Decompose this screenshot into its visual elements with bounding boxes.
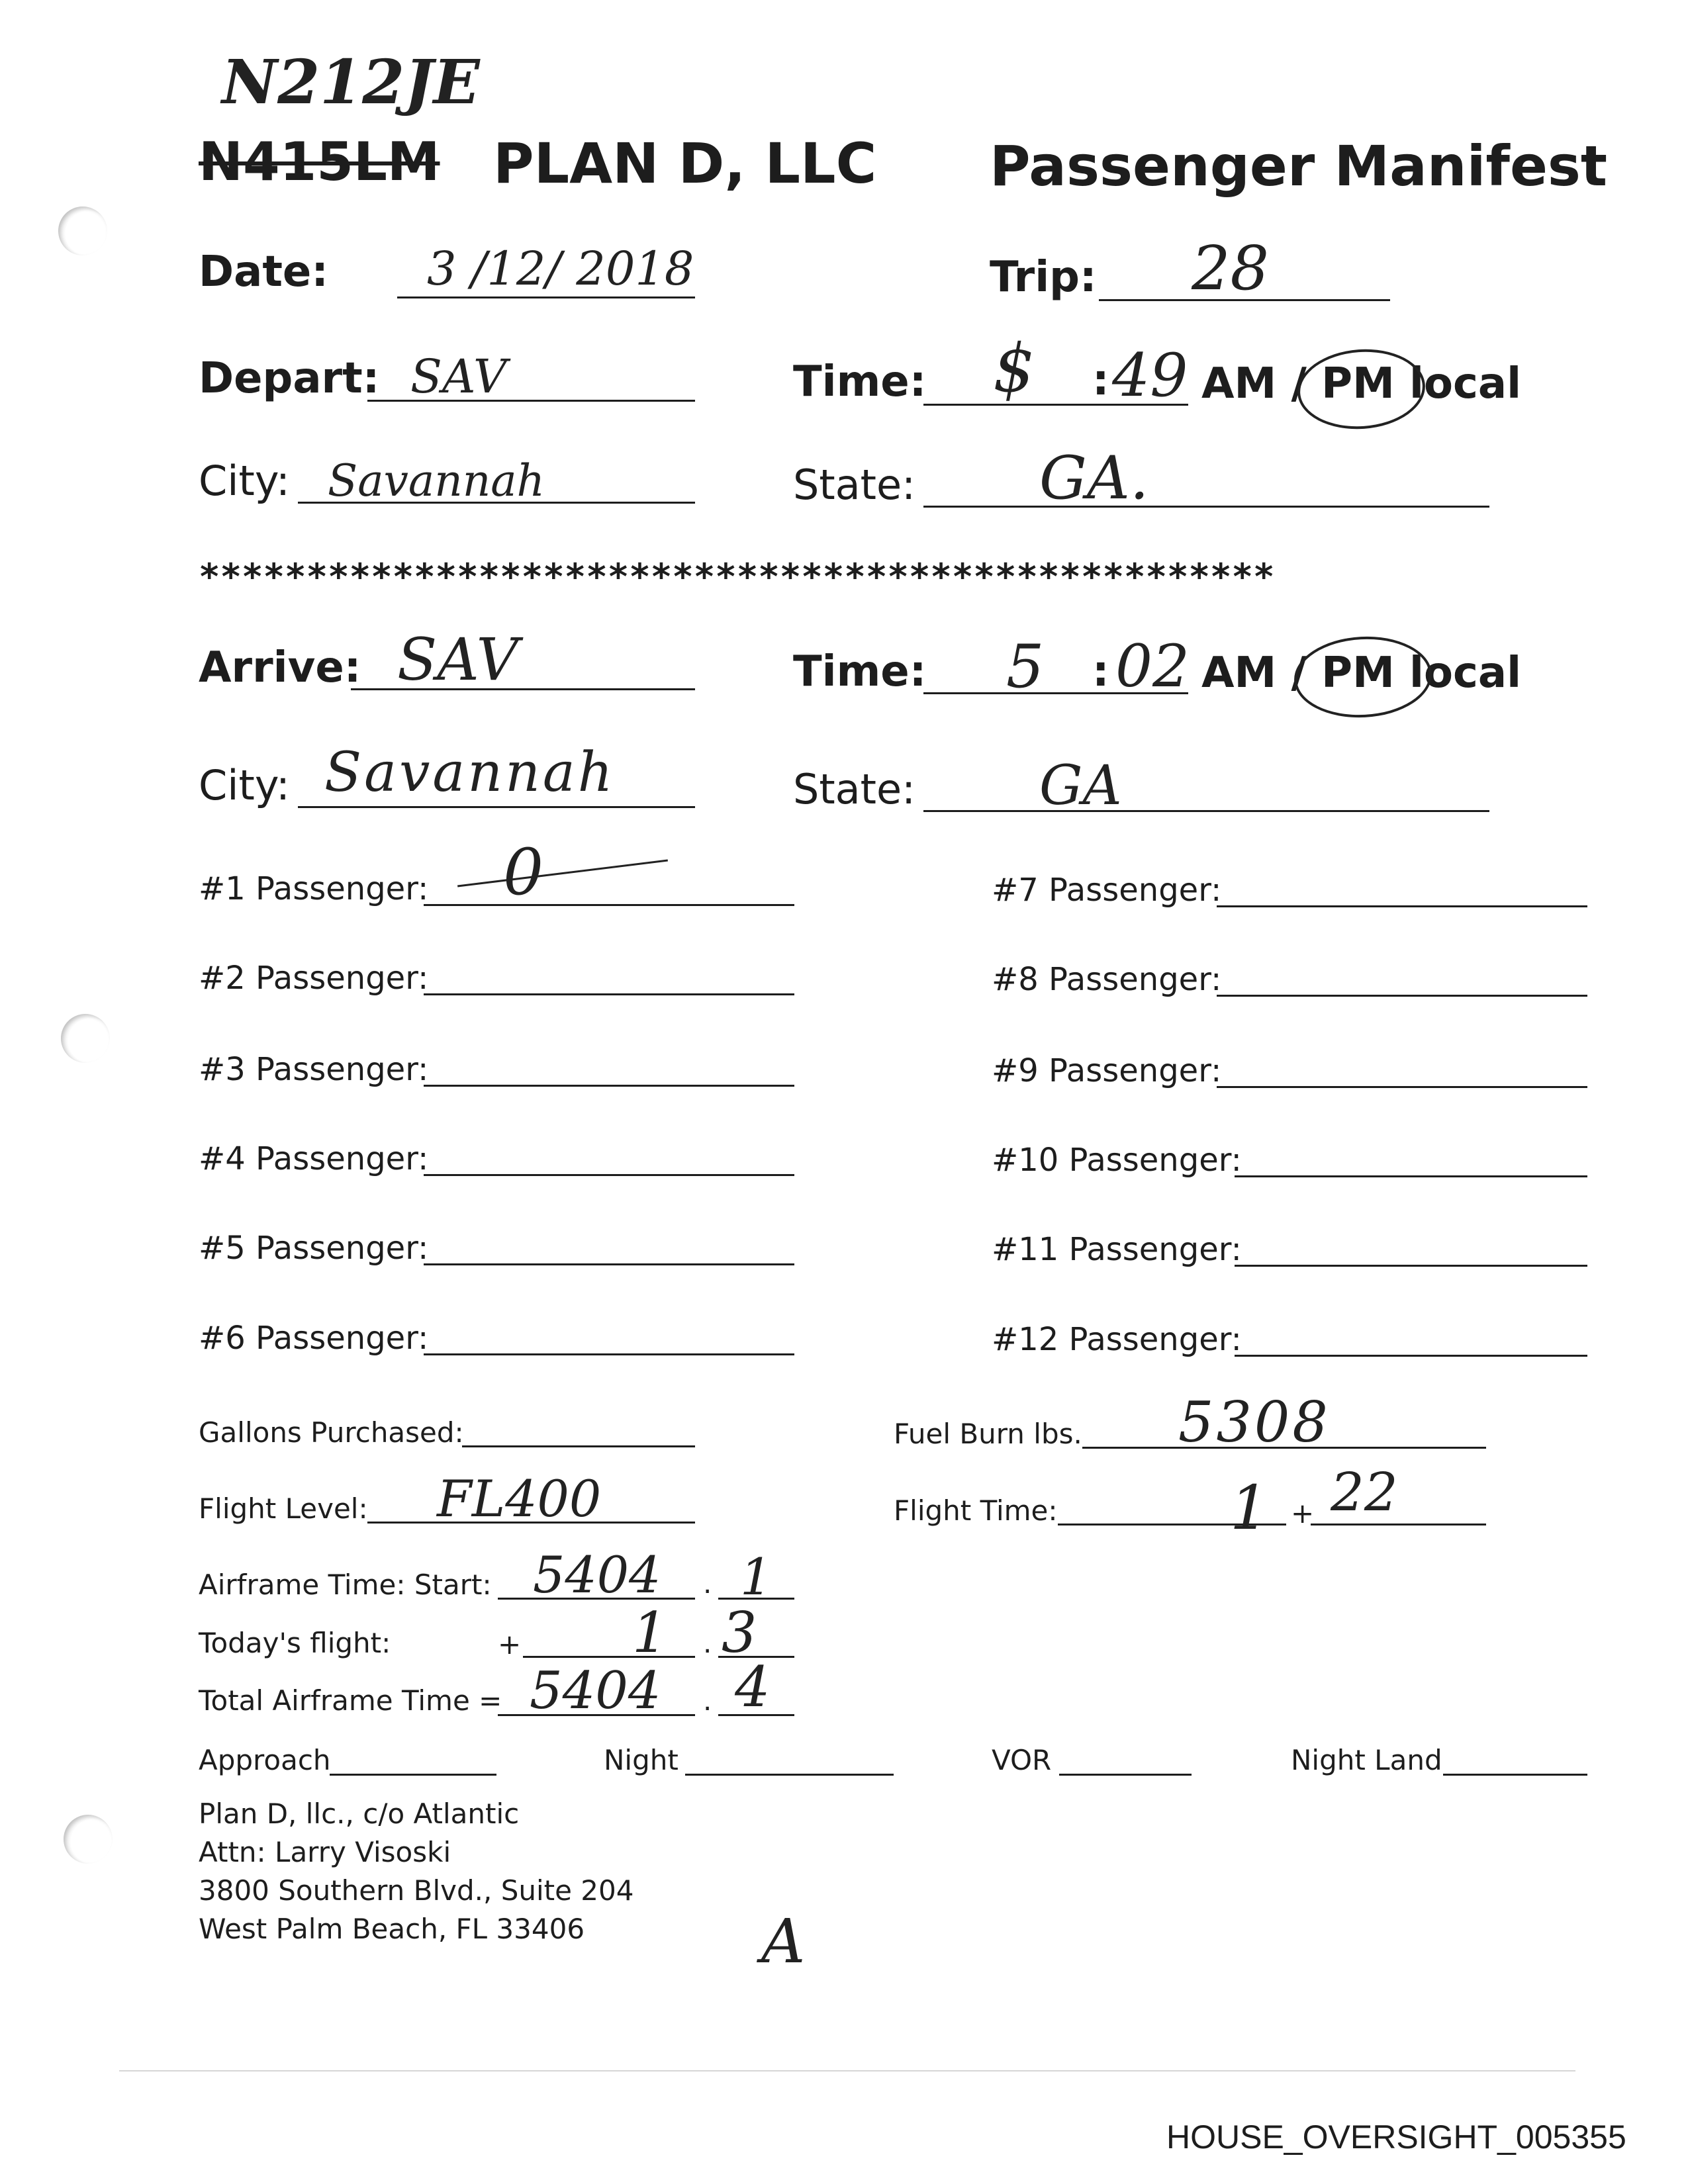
passenger-5-line xyxy=(424,1263,794,1265)
date-value: 3 /12/ 2018 xyxy=(427,242,694,296)
passenger-2-line xyxy=(424,993,794,995)
address-line-2: Attn: Larry Visoski xyxy=(199,1836,451,1868)
company-name: PLAN D, LLC xyxy=(493,131,877,196)
gallons-line xyxy=(462,1445,695,1447)
airframe-start-dot: . xyxy=(703,1567,712,1600)
trip-label: Trip: xyxy=(990,253,1097,302)
passenger-3-line xyxy=(424,1085,794,1087)
airframe-start-tenth: 1 xyxy=(740,1547,773,1606)
todays-flight-label: Today's flight: xyxy=(199,1627,391,1659)
passenger-5-label: #5 Passenger: xyxy=(199,1230,429,1267)
depart-pm-circle xyxy=(1295,345,1428,433)
depart-time-hour: $ xyxy=(993,330,1035,407)
arrive-city-label: City: xyxy=(199,761,290,809)
arrive-city-value: Savannah xyxy=(324,741,616,804)
night-label: Night xyxy=(604,1744,679,1776)
date-line xyxy=(397,296,695,298)
passenger-12-line xyxy=(1235,1355,1587,1357)
flight-level-label: Flight Level: xyxy=(199,1492,368,1525)
passenger-8-line xyxy=(1217,995,1587,997)
arrive-time-label: Time: xyxy=(793,647,927,696)
passenger-4-label: #4 Passenger: xyxy=(199,1140,429,1177)
date-label: Date: xyxy=(199,248,328,296)
depart-value: SAV xyxy=(410,349,507,404)
arrive-time-colon: : xyxy=(1092,647,1109,696)
passenger-7-label: #7 Passenger: xyxy=(992,872,1222,909)
depart-city-value: Savannah xyxy=(328,455,545,506)
passenger-9-label: #9 Passenger: xyxy=(992,1052,1222,1089)
arrive-time-hour: 5 xyxy=(1006,632,1045,702)
approach-label: Approach xyxy=(199,1744,331,1776)
flight-level-value: FL400 xyxy=(437,1469,602,1528)
airframe-start-label: Airframe Time: Start: xyxy=(199,1569,492,1601)
fuel-burn-label: Fuel Burn lbs. xyxy=(894,1418,1082,1450)
depart-state-value: GA. xyxy=(1039,443,1149,513)
address-line-3: 3800 Southern Blvd., Suite 204 xyxy=(199,1874,634,1907)
page-title: Passenger Manifest xyxy=(990,134,1608,199)
passenger-6-line xyxy=(424,1353,794,1355)
section-separator: ************************************************** xyxy=(199,556,1275,598)
arrive-ampm: AM / PM local xyxy=(1201,649,1521,698)
passenger-1-value: 0 xyxy=(503,835,544,909)
depart-time-label: Time: xyxy=(793,357,927,406)
binder-hole-bottom xyxy=(64,1815,113,1864)
trip-value: 28 xyxy=(1192,233,1270,304)
passenger-10-label: #10 Passenger: xyxy=(992,1142,1242,1179)
night-line xyxy=(685,1774,894,1776)
binder-hole-top xyxy=(58,206,107,255)
gallons-label: Gallons Purchased: xyxy=(199,1416,464,1449)
total-airframe-tenth: 4 xyxy=(735,1655,771,1719)
todays-flight-whole-line xyxy=(523,1656,695,1658)
vor-line xyxy=(1059,1774,1192,1776)
scan-page-edge xyxy=(119,2070,1575,2071)
flight-time-minutes-line xyxy=(1311,1524,1486,1525)
todays-flight-plus: + xyxy=(498,1628,522,1661)
arrive-state-value: GA xyxy=(1039,754,1122,817)
arrive-time-minute: 02 xyxy=(1115,632,1190,700)
address-line-1: Plan D, llc., c/o Atlantic xyxy=(199,1797,520,1830)
total-airframe-label: Total Airframe Time = xyxy=(199,1684,502,1717)
passenger-9-line xyxy=(1217,1086,1587,1088)
passenger-1-line xyxy=(424,904,794,906)
arrive-label: Arrive: xyxy=(199,643,361,692)
struck-tail-number: N415LM xyxy=(199,131,440,193)
flight-time-plus: + xyxy=(1291,1497,1315,1529)
passenger-11-label: #11 Passenger: xyxy=(992,1231,1242,1268)
handwritten-initial: A xyxy=(761,1906,806,1977)
arrive-state-label: State: xyxy=(793,765,916,813)
depart-ampm: AM / PM local xyxy=(1201,359,1521,408)
passenger-10-line xyxy=(1235,1175,1587,1177)
binder-hole-middle xyxy=(61,1014,110,1063)
passenger-1-strike xyxy=(457,860,668,887)
total-airframe-dot: . xyxy=(703,1684,712,1717)
arrive-state-line xyxy=(923,810,1489,812)
flight-time-hours: 1 xyxy=(1230,1473,1269,1543)
handwritten-tail-number: N212JE xyxy=(222,46,480,118)
vor-label: VOR xyxy=(992,1744,1052,1776)
todays-flight-dot: . xyxy=(703,1627,712,1659)
airframe-start-whole: 5404 xyxy=(533,1545,661,1604)
depart-state-line xyxy=(923,506,1489,508)
total-airframe-whole: 5404 xyxy=(530,1661,661,1721)
arrive-pm-circle xyxy=(1292,633,1434,721)
arrive-city-line xyxy=(298,806,695,808)
depart-time-minute: 49 xyxy=(1112,341,1188,410)
passenger-11-line xyxy=(1235,1265,1587,1267)
passenger-2-label: #2 Passenger: xyxy=(199,960,429,997)
night-land-line xyxy=(1443,1774,1587,1776)
address-line-4: West Palm Beach, FL 33406 xyxy=(199,1913,585,1945)
bates-number: HOUSE_OVERSIGHT_005355 xyxy=(1166,2118,1626,2156)
passenger-1-label: #1 Passenger: xyxy=(199,870,429,907)
night-land-label: Night Land xyxy=(1291,1744,1442,1776)
todays-flight-tenth: 3 xyxy=(722,1600,757,1665)
passenger-7-line xyxy=(1217,905,1587,907)
flight-time-label: Flight Time: xyxy=(894,1494,1058,1527)
fuel-burn-value: 5308 xyxy=(1178,1390,1331,1455)
arrive-value: SAV xyxy=(397,625,519,694)
passenger-12-label: #12 Passenger: xyxy=(992,1321,1242,1358)
passenger-6-label: #6 Passenger: xyxy=(199,1320,429,1357)
depart-label: Depart: xyxy=(199,354,380,403)
flight-time-minutes: 22 xyxy=(1331,1461,1398,1523)
approach-line xyxy=(330,1774,496,1776)
todays-flight-whole: 1 xyxy=(632,1600,668,1665)
depart-state-label: State: xyxy=(793,461,916,509)
passenger-4-line xyxy=(424,1174,794,1176)
depart-city-label: City: xyxy=(199,457,290,505)
passenger-3-label: #3 Passenger: xyxy=(199,1051,429,1088)
passenger-8-label: #8 Passenger: xyxy=(992,961,1222,998)
depart-time-colon: : xyxy=(1092,356,1109,405)
